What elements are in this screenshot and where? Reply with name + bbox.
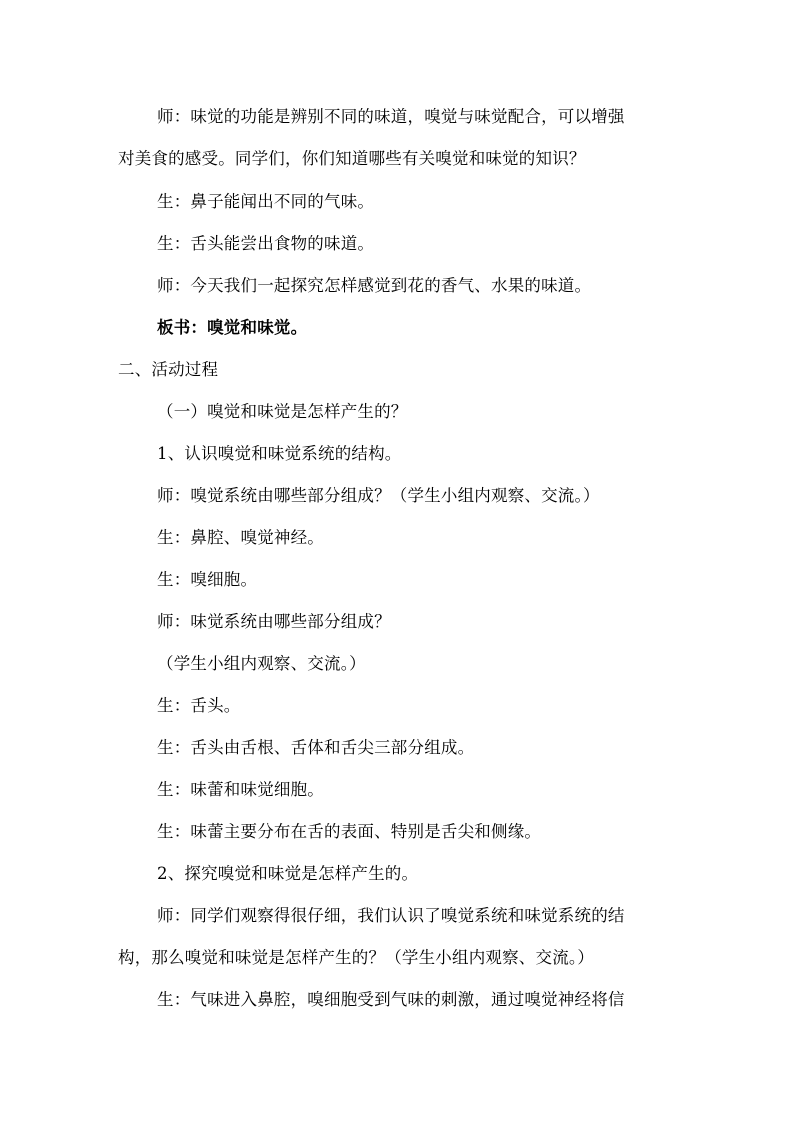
- paragraph-student-smell-process: 生：气味进入鼻腔，嗅细胞受到气味的刺激，通过嗅觉神经将信: [157, 990, 625, 1009]
- section-heading-activity: 二、活动过程: [118, 360, 219, 379]
- paragraph-teacher-explore: 师：今天我们一起探究怎样感觉到花的香气、水果的味道。: [157, 276, 592, 295]
- paragraph-student-tongue-2: 生：舌头。: [157, 696, 241, 715]
- paragraph-teacher-intro-line2: 对美食的感受。同学们，你们知道哪些有关嗅觉和味觉的知识？: [118, 149, 586, 168]
- paragraph-group-activity: （学生小组内观察、交流。）: [157, 654, 366, 673]
- paragraph-student-taste-buds: 生：味蕾和味觉细胞。: [157, 780, 324, 799]
- paragraph-student-tongue-parts: 生：舌头由舌根、舌体和舌尖三部分组成。: [157, 738, 475, 757]
- paragraph-teacher-observe-line1: 师：同学们观察得很仔细，我们认识了嗅觉系统和味觉系统的结: [157, 906, 625, 925]
- paragraph-student-tongue: 生：舌头能尝出食物的味道。: [157, 234, 375, 253]
- paragraph-student-nasal: 生：鼻腔、嗅觉神经。: [157, 528, 324, 547]
- paragraph-teacher-observe-line2: 构，那么嗅觉和味觉是怎样产生的？（学生小组内观察、交流。）: [118, 948, 595, 967]
- paragraph-student-nose: 生：鼻子能闻出不同的气味。: [157, 192, 375, 211]
- paragraph-teacher-smell-system: 师：嗅觉系统由哪些部分组成？（学生小组内观察、交流。）: [157, 486, 600, 505]
- blackboard-title: 板书：嗅觉和味觉。: [157, 318, 308, 337]
- step-heading-2: 2、探究嗅觉和味觉是怎样产生的。: [157, 864, 419, 883]
- paragraph-student-olfactory-cell: 生：嗅细胞。: [157, 570, 258, 589]
- paragraph-student-taste-bud-location: 生：味蕾主要分布在舌的表面、特别是舌尖和侧缘。: [157, 822, 542, 841]
- paragraph-teacher-intro-line1: 师：味觉的功能是辨别不同的味道，嗅觉与味觉配合，可以增强: [157, 107, 625, 126]
- step-heading-1: 1、认识嗅觉和味觉系统的结构。: [157, 444, 402, 463]
- subsection-heading-1: （一）嗅觉和味觉是怎样产生的？: [157, 402, 408, 421]
- paragraph-teacher-taste-system: 师：味觉系统由哪些部分组成？: [157, 612, 391, 631]
